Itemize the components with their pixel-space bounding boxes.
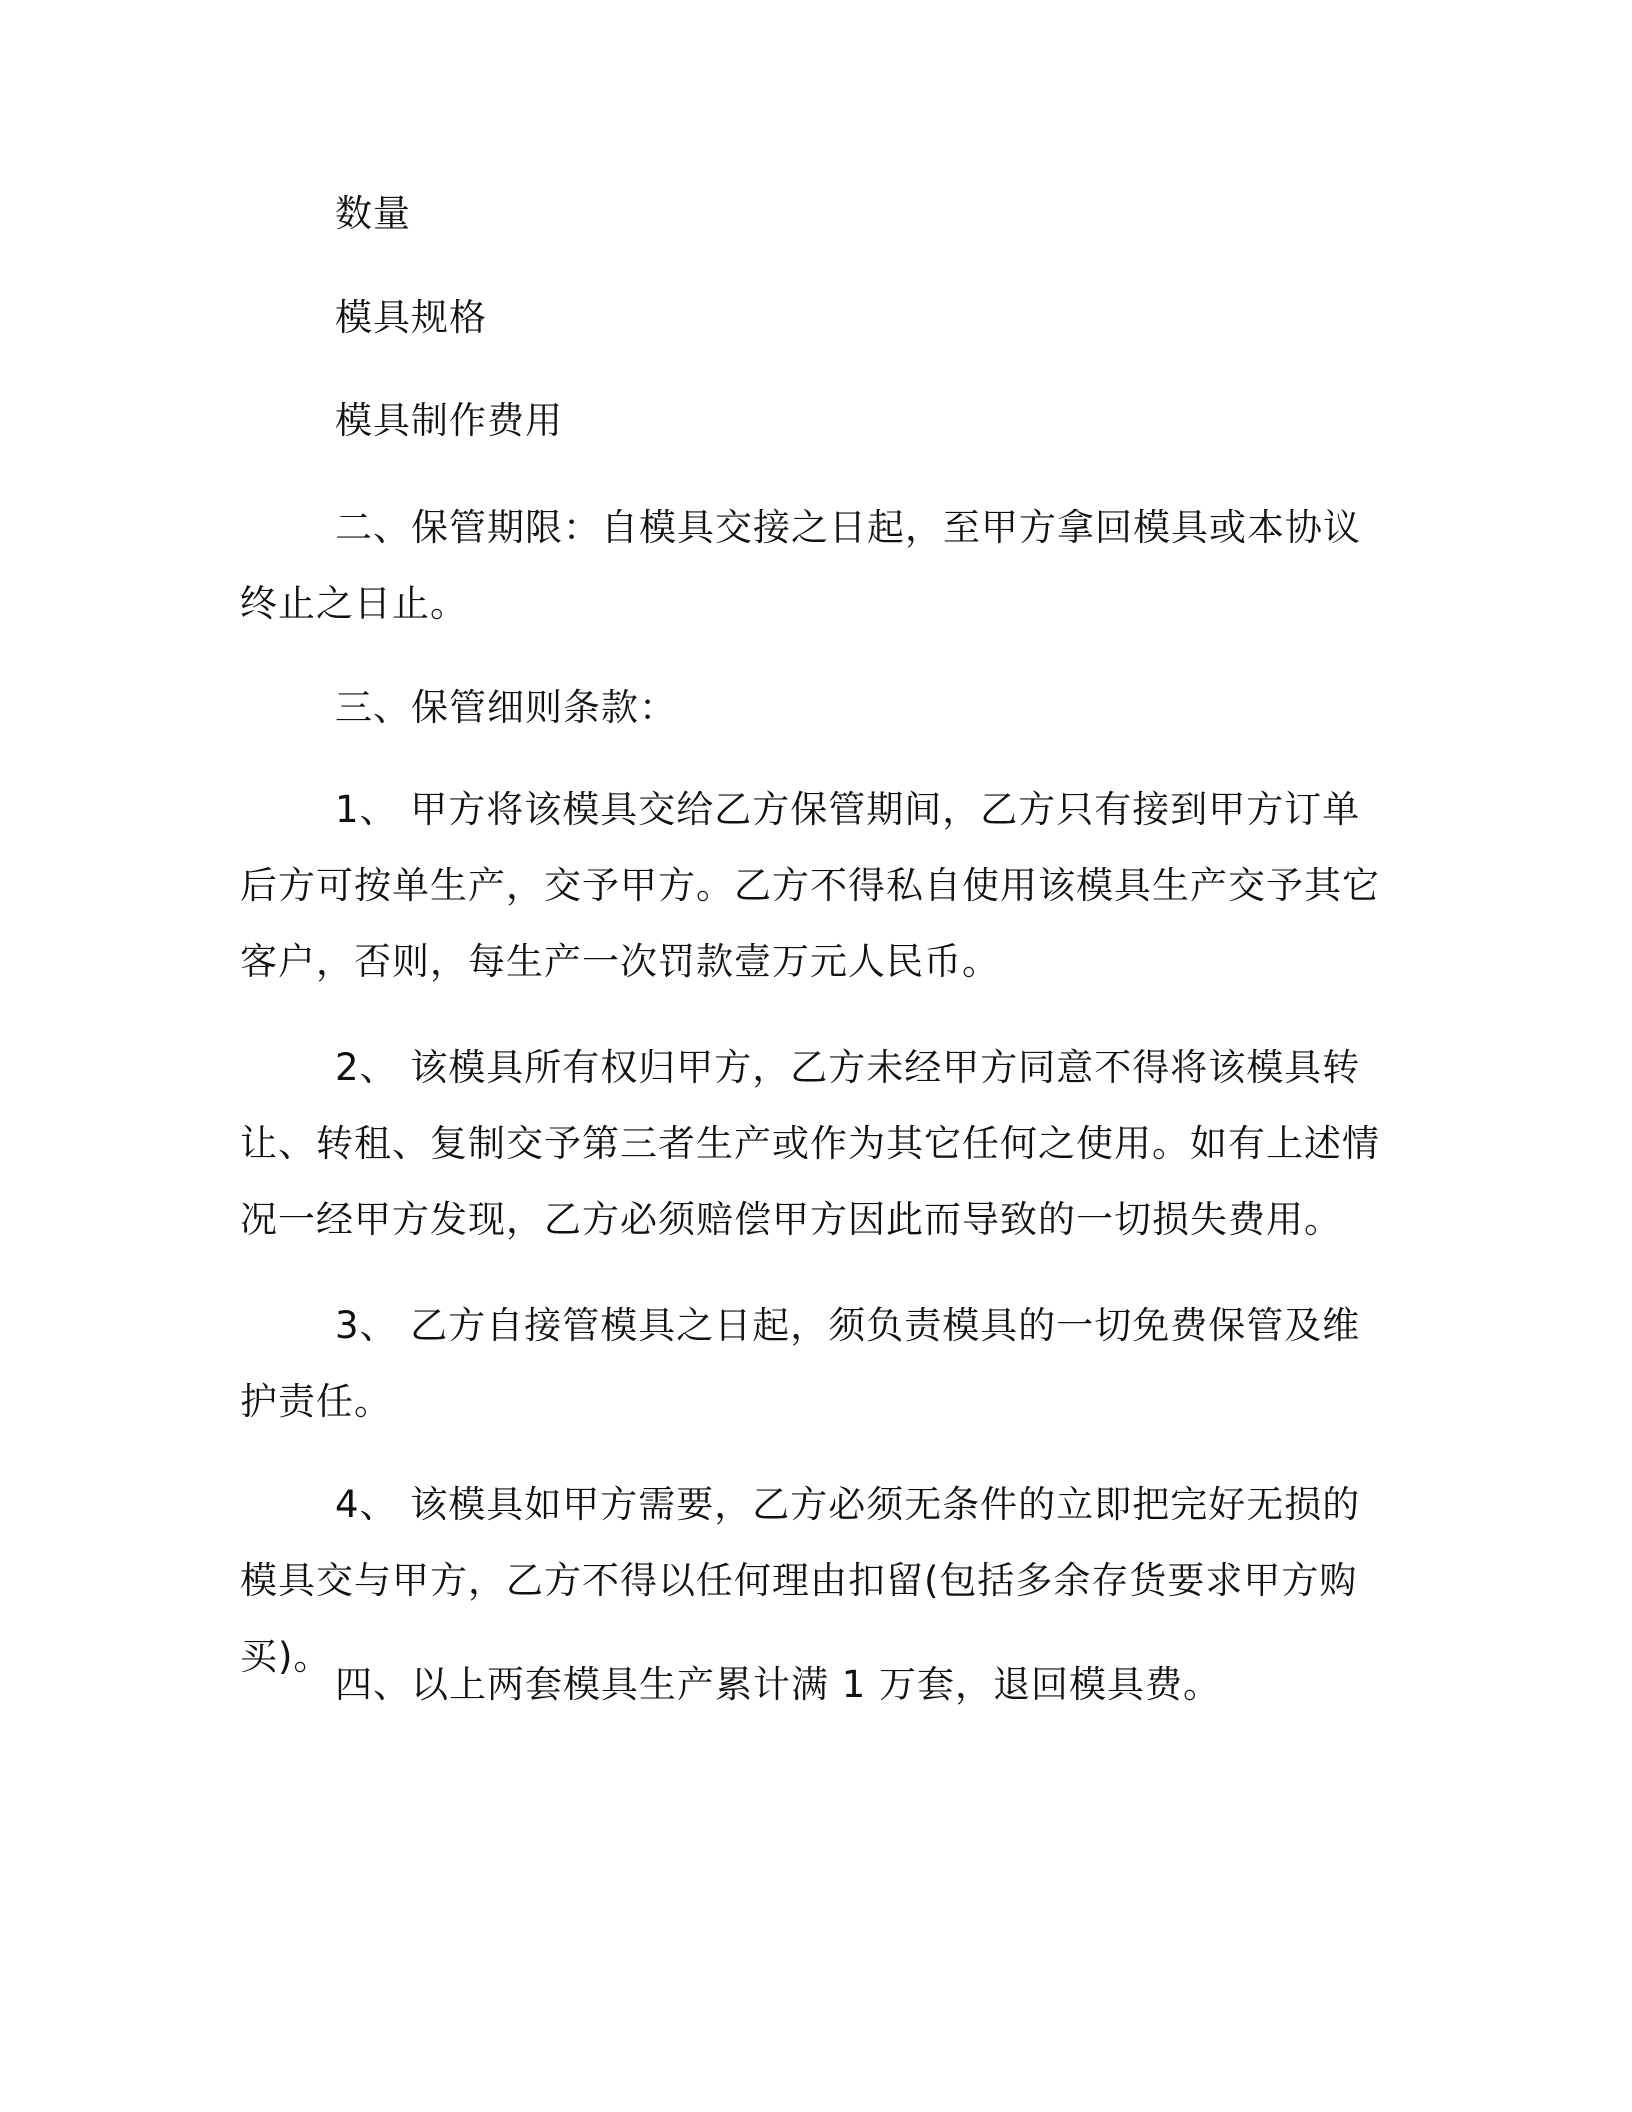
section-custody-period: 二、保管期限：自模具交接之日起，至甲方拿回模具或本协议终止之日止。 [240,506,1361,625]
section-mold-fee-refund: 四、以上两套模具生产累计满 1 万套，退回模具费。 [335,1663,1222,1706]
clause-2: 2、 该模具所有权归甲方，乙方未经甲方同意不得将该模具转让、转租、复制交予第三者生产或作为其它任何之使用。如有上述情况一经甲方发现，乙方必须赔偿甲方因此而导致的一切损失费用。 [240,1046,1380,1241]
section-custody-terms-title: 三、保管细则条款： [335,686,677,729]
clause-4: 4、 该模具如甲方需要，乙方必须无条件的立即把完好无损的模具交与甲方，乙方不得以任何理由扣留(包括多余存货要求甲方购买)。 [240,1483,1361,1678]
item-mold-cost: 模具制作费用 [335,399,563,442]
item-quantity: 数量 [335,192,411,235]
item-mold-spec: 模具规格 [335,296,487,339]
clause-3: 3、 乙方自接管模具之日起，须负责模具的一切免费保管及维护责任。 [240,1304,1361,1423]
clause-1: 1、 甲方将该模具交给乙方保管期间，乙方只有接到甲方订单后方可按单生产，交予甲方。乙方不得私自使用该模具生产交予其它客户，否则，每生产一次罚款壹万元人民币。 [240,788,1380,983]
